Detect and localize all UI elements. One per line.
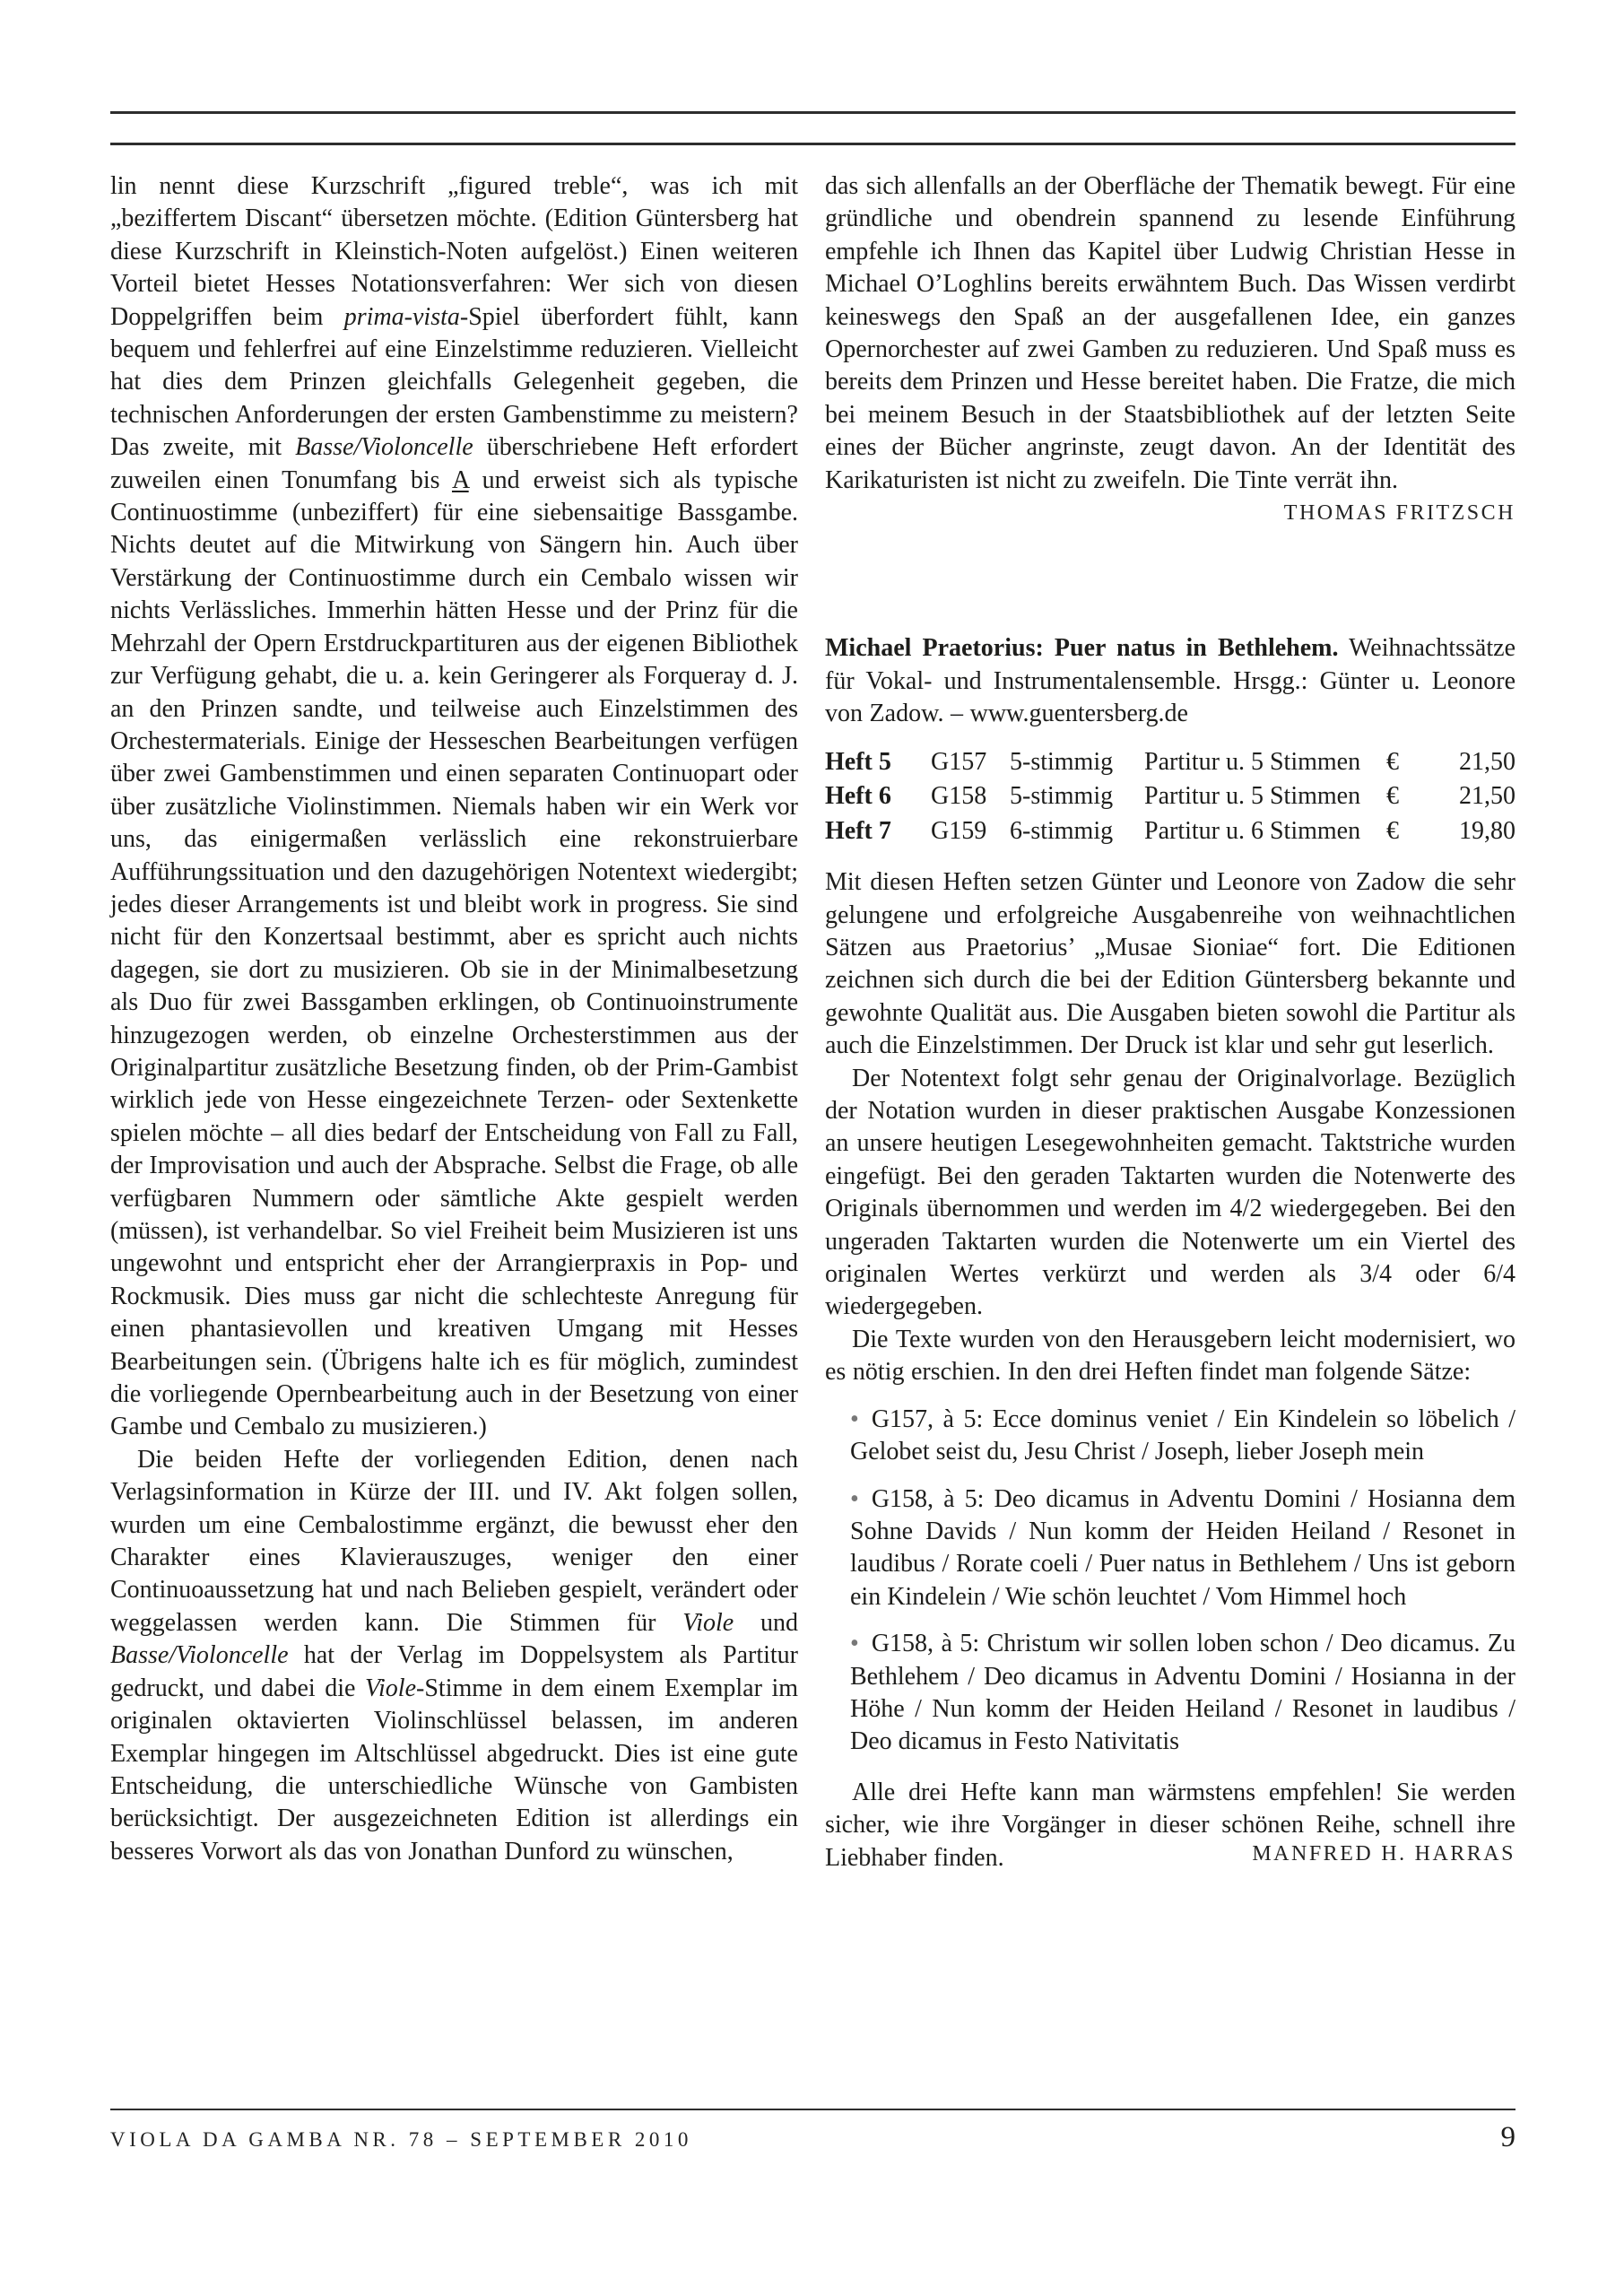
list-item xyxy=(825,1628,1515,1759)
bullet-icon: • xyxy=(850,1405,859,1433)
contents-label: Partitur u. 5 Stimmen xyxy=(1144,782,1361,811)
list-item-text: G158, à 5: Deo dicamus in Adventu Domini / Hosianna dem Sohne Davids / Nun komm der Heiden Heiland / Resonet in laudibus / Rorate coeli / Puer natus in Bethlehem / Uns ist geborn ein Kindelein / Wie schön leuchtet / Vom Himmel hoch xyxy=(850,1484,1515,1611)
edition-code: G159 xyxy=(931,816,987,845)
two-column-text-block xyxy=(110,170,1515,1874)
voices-label: 6-stimmig xyxy=(1010,816,1114,845)
journal-title: VIOLA DA GAMBA NR. 78 – SEPTEMBER 2010 xyxy=(110,2128,692,2151)
paragraph: Die beiden Hefte der vorliegenden Edition, denen nach Verlagsinformation in Kürze der III. und IV. Akt folgen sollen, wurden um eine Cembalostimme ergänzt, die bewusst eher den Charakter eines Klavierauszuges, weniger den einer Continuoaussetzung hat und nach Belieben gespielt, verändert oder weggelassen werden kann. Die Stimmen für Viole und Basse/Violoncelle hat der Verlag im Doppelsystem als Partitur gedruckt, und dabei die Viole-Stimme in dem einem Exemplar im originalen oktavierten Violinschlüssel belassen, im anderen Exemplar hingegen im Altschlüssel abgedruckt. Dies ist eine gute Entscheidung, die unterschiedliche Wünsche von Gambisten berücksichtigt. Der ausgezeichneten Edition ist allerdings ein besseres Vorwort als das von Jonathan Dunford zu wünschen, xyxy=(110,1445,798,1866)
table-row xyxy=(825,779,1515,814)
heft-label: Heft 7 xyxy=(825,816,891,845)
paragraph: lin nennt diese Kurzschrift „figured treble“, was ich mit „beziffertem Discant“ übersetzen möchte. (Edition Güntersberg hat diese Kurzschrift in Kleinstich-Noten aufgelöst.) Einen weiteren Vorteil bietet Hesses Notationsverfahren: Wer sich von diesen Doppelgriffen beim prima-vista-Spiel überfordert fühlt, kann bequem und fehlerfrei auf eine Einzelstimme reduzieren. Vielleicht hat dies dem Prinzen gleichfalls Gelegenheit gegeben, die technischen Anforderungen der ersten Gambenstimme zu meistern? Das zweite, mit Basse/Violoncelle überschriebene Heft erfordert zuweilen einen Tonumfang bis A und erweist sich als typische Continuostimme (unbeziffert) für eine siebensaitige Bassgambe. Nichts deutet auf die Mitwirkung von Sängern hin. Auch über Verstärkung der Continuostimme durch ein Cembalo wissen wir nichts Verlässliches. Immerhin hätten Hesse und der Prinz für die Mehrzahl der Opern Erstdruckpartituren aus der eigenen Bibliothek zur Verfügung gehabt, die u. a. kein Geringerer als Forqueray d. J. an den Prinzen sandte, und teilweise auch Einzelstimmen des Orchestermaterials. Einige der Hesseschen Bearbeitungen verfügen über zwei Gambenstimmen und einen separaten Continuopart oder über zusätzliche Violinstimmen. Niemals haben wir ein Werk vor uns, das einigermaßen verlässlich eine rekonstruierbare Aufführungssituation und den dazugehörigen Notentext wiedergibt; jedes dieser Arrangements ist und bleibt work in progress. Sie sind nicht für den Konzertsaal bestimmt, aber es spricht auch nichts dagegen, sie dort zu musizieren. Ob sie in der Minimalbesetzung als Duo für zwei Bassgamben erklingen, ob Continuoinstrumente hinzugezogen werden, ob einzelne Orchesterstimmen aus der Originalpartitur zusätzliche Besetzung finden, ob der Prim-Gambist wirklich jede von Hesse eingezeichnete Terzen- oder Sextenkette spielen möchte – all dies bedarf der Entscheidung von Fall zu Fall, der Improvisation und auch der Absprache. Selbst die Frage, ob alle verfügbaren Nummern oder sämtliche Akte gespielt werden (müssen), ist verhandelbar. So viel Freiheit beim Musizieren ist uns ungewohnt und entspricht eher der Arrangierpraxis in Pop- und Rockmusik. Dies muss gar nicht die schlechteste Anregung für einen phantasievollen und kreativen Umgang mit Hesses Bearbeitungen sein. (Übrigens halte ich es für möglich, zumindest die vorliegende Opernbearbeitung auch in der Besetzung von einer Gambe und Cembalo zu musizieren.) xyxy=(110,172,798,1441)
price-value: 21,50 xyxy=(1459,782,1515,811)
reviewer-signature: THOMAS FRITZSCH xyxy=(1283,501,1515,526)
price-value: 19,80 xyxy=(1459,816,1515,845)
paragraph: Der Notentext folgt sehr genau der Originalvorlage. Bezüglich der Notation wurden in dieser praktischen Ausgabe Konzessionen an unsere heutigen Lesegewohnheiten gemacht. Taktstriche wurden eingefügt. Bei den geraden Taktarten wurden die Notenwerte des Originals übernommen und werden im 4/2 wiedergegeben. Bei den ungeraden Taktarten wurden die Notenwerte um ein Viertel des originalen Wertes verkürzt und werden als 3/4 oder 6/4 wiedergegeben. xyxy=(825,1064,1515,1321)
edition-code: G157 xyxy=(931,747,987,776)
price-table xyxy=(825,745,1515,849)
closing-text: Alle drei Hefte kann man wärmstens empfehlen! Sie werden sicher, wie ihre Vorgänger in dieser schönen Reihe, schnell ihre Liebhaber finden. xyxy=(825,1778,1515,1872)
heft-label: Heft 5 xyxy=(825,747,891,776)
review-subtitle: Weihnachtssätze für Vokal- und Instrumentalensemble. Hrsgg.: Günter u. Leonore von Zadow. – www.guentersberg.de xyxy=(825,634,1515,728)
review-title: Michael Praetorius: Puer natus in Bethlehem. xyxy=(825,634,1339,663)
review-heading xyxy=(825,632,1515,730)
reviewer-signature: MANFRED H. HARRAS xyxy=(1252,1841,1515,1866)
list-item xyxy=(825,1483,1515,1614)
list-item-text: G158, à 5: Christum wir sollen loben schon / Deo dicamus. Zu Bethlehem / Deo dicamus in Adventu Domini / Hosianna in der Höhe / Nun komm der Heiden Heiland / Resonet in laudibus / Deo dicamus in Festo Nativitatis xyxy=(850,1630,1515,1756)
voices-label: 5-stimmig xyxy=(1010,747,1114,776)
contents-label: Partitur u. 6 Stimmen xyxy=(1144,816,1361,845)
closing-paragraph xyxy=(825,1777,1515,1874)
table-row xyxy=(825,745,1515,780)
currency-symbol: € xyxy=(1386,747,1399,776)
currency-symbol: € xyxy=(1386,782,1399,811)
voices-label: 5-stimmig xyxy=(1010,782,1114,811)
bullet-icon: • xyxy=(850,1484,859,1513)
paragraph: Die Texte wurden von den Herausgebern leicht modernisiert, wo es nötig erschien. In den drei Heften findet man folgende Sätze: xyxy=(825,1325,1515,1387)
top-rule-secondary xyxy=(110,143,1515,145)
page-number: 9 xyxy=(1500,2121,1515,2153)
journal-footer xyxy=(110,2109,1515,2154)
edition-code: G158 xyxy=(931,782,987,811)
contents-label: Partitur u. 5 Stimmen xyxy=(1144,747,1361,776)
right-column xyxy=(825,170,1515,1874)
paragraph: das sich allenfalls an der Oberfläche der Thematik bewegt. Für eine gründliche und obendrein spannend zu lesende Einführung empfehle ich Ihnen das Kapitel über Ludwig Christian Hesse in Michael O’Loghlins bereits erwähntem Buch. Das Wissen verdirbt keineswegs den Spaß an der ausgefallenen Idee, ein ganzes Opernorchester auf zwei Gamben zu reduzieren. Und Spaß muss es bereits dem Prinzen und Hesse bereitet haben. Die Fratze, die mich bei meinem Besuch in der Staatsbibliothek auf der letzten Seite eines der Bücher angrinste, zeugt davon. An der Identität des Karikaturisten ist nicht zu zweifeln. Die Tinte verrät ihn. xyxy=(825,172,1515,494)
table-row xyxy=(825,814,1515,849)
list-item xyxy=(825,1404,1515,1469)
heft-label: Heft 6 xyxy=(825,782,891,811)
price-value: 21,50 xyxy=(1459,747,1515,776)
paragraph: Mit diesen Heften setzen Günter und Leonore von Zadow die sehr gelungene und erfolgreiche Ausgabenreihe von weihnachtlichen Sätzen aus Praetorius’ „Musae Sioniae“ fort. Die Editionen zeichnen sich durch die bei der Edition Güntersberg bekannte und gewohnte Qualität aus. Die Ausgaben bieten sowohl die Partitur als auch die Einzelstimmen. Der Druck ist klar und sehr gut leserlich. xyxy=(825,868,1515,1060)
currency-symbol: € xyxy=(1386,816,1399,845)
left-column xyxy=(110,170,798,1874)
bullet-icon: • xyxy=(850,1630,859,1658)
top-rule-primary xyxy=(110,111,1515,114)
list-item-text: G157, à 5: Ecce dominus veniet / Ein Kindelein so löbelich / Gelobet seist du, Jesu Christ / Joseph, lieber Joseph mein xyxy=(850,1405,1515,1466)
footer-rule xyxy=(110,2109,1515,2110)
